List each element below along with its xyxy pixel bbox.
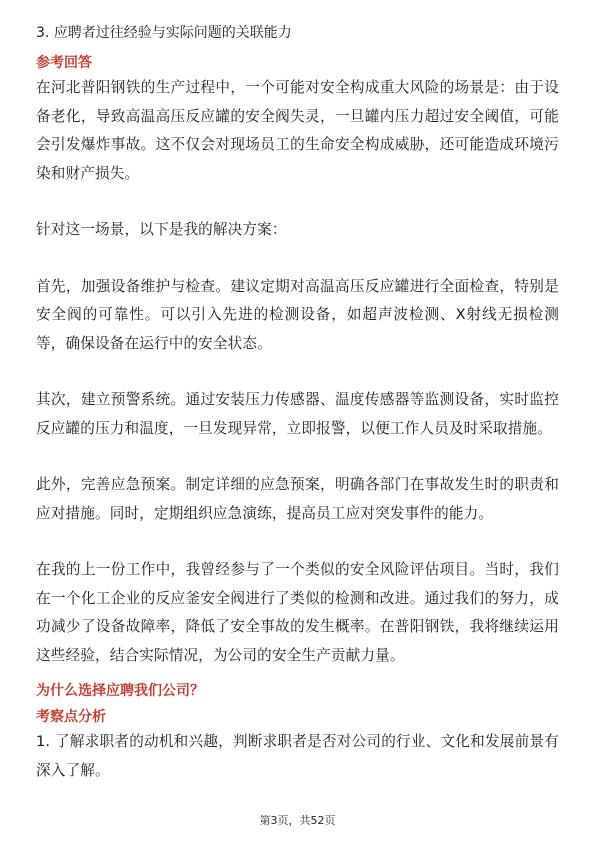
answer-paragraph: 此外，完善应急预案。制定详细的应急预案，明确各部门在事故发生时的职责和应对措施。同时，定期组织应急演练，提高员工应对突发事件的能力。	[36, 476, 559, 522]
answer-paragraph: 针对这一场景，以下是我的解决方案：	[36, 221, 287, 238]
section-title: 为什么选择应聘我们公司？	[36, 683, 204, 699]
answer-label: 参考回答	[36, 55, 92, 71]
answer-paragraph: 其次，建立预警系统。通过安装压力传感器、温度传感器等监测设备，实时监控反应罐的压力和温度，一旦发现异常，立即报警，以便工作人员及时采取措施。	[36, 391, 559, 437]
analysis-point: 1. 了解求职者的动机和兴趣，判断求职者是否对公司的行业、文化和发展前景有深入了解。	[36, 733, 559, 779]
analysis-label: 考察点分析	[36, 709, 106, 725]
answer-paragraph: 首先，加强设备维护与检查。建议定期对高温高压反应罐进行全面检查，特别是安全阀的可靠性。可以引入先进的检测设备，如超声波检测、X射线无损检测等，确保设备在运行中的安全状态。	[36, 277, 559, 352]
answer-paragraph: 在河北普阳钢铁的生产过程中，一个可能对安全构成重大风险的场景是：由于设备老化，导致高温高压反应罐的安全阀失灵，一旦罐内压力超过安全阈值，可能会引发爆炸事故。这不仅会对现场员工的生命安全构成威胁，还可能造成环境污染和财产损失。	[36, 79, 559, 182]
page-footer: 第3页，共52页	[259, 814, 336, 827]
answer-paragraph: 在我的上一份工作中，我曾经参与了一个类似的安全风险评估项目。当时，我们在一个化工企业的反应釜安全阀进行了类似的检测和改进。通过我们的努力，成功减少了设备故障率，降低了安全事故的发生概率。在普阳钢铁，我将继续运用这些经验，结合实际情况，为公司的安全生产贡献力量。	[36, 561, 559, 664]
question-title: 3. 应聘者过往经验与实际问题的关联能力	[36, 25, 292, 41]
document-page	[36, 22, 559, 785]
